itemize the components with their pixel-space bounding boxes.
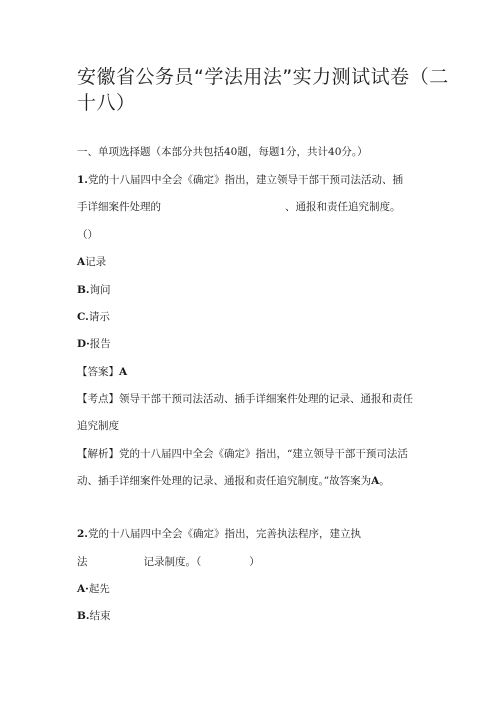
question-1-paren: （） xyxy=(77,229,98,241)
option-text: 请示 xyxy=(88,311,110,323)
option-key: A xyxy=(77,256,86,268)
question-2-option-b xyxy=(77,608,111,623)
analysis-text: 党的十八届四中全会《确定》指出，“建立领导干部干预司法活 xyxy=(119,448,408,460)
option-key: B. xyxy=(77,284,90,296)
question-1-option-b xyxy=(77,282,111,297)
question-1-point-line-1 xyxy=(77,391,413,406)
question-2-stem-part-1: 法 xyxy=(77,556,88,568)
question-1-stem-text: 党的十八届四中全会《确定》指出，建立领导干部干预司法活动、插 xyxy=(87,174,403,186)
option-key: A· xyxy=(77,583,89,595)
question-2-stem-part-2: 记录制度。（ xyxy=(143,556,202,568)
point-text: 领导干部干预司法活动、插手详细案件处理的记录、通报和责任 xyxy=(119,393,413,405)
question-1-stem-part-1: 手详细案件处理的 xyxy=(77,201,161,213)
analysis-text: 动、插手详细案件处理的记录、通报和责任追究制度。”故答案为 xyxy=(77,475,372,487)
question-1-stem-part-2: 、通报和责任追究制度。 xyxy=(285,201,401,213)
answer-value: A xyxy=(119,366,128,378)
question-2-number: 2. xyxy=(77,528,88,540)
document-title-line-2: 十八） xyxy=(77,92,136,114)
question-1-option-d xyxy=(77,336,111,351)
option-key: C. xyxy=(77,311,89,323)
question-1-number: 1. xyxy=(77,174,88,186)
answer-label: 【答案】 xyxy=(77,366,119,378)
question-1-analysis-line-1 xyxy=(77,446,408,461)
analysis-answer: A xyxy=(371,475,380,487)
question-1-stem-line-1 xyxy=(77,172,403,187)
option-text: 报告 xyxy=(89,338,111,350)
question-1-stem-line-2 xyxy=(77,199,401,214)
option-text: 记录 xyxy=(85,256,107,268)
question-2-stem-part-3: ） xyxy=(249,556,260,568)
option-text: 询问 xyxy=(89,284,111,296)
analysis-label: 【解析】 xyxy=(77,448,119,460)
question-1-answer xyxy=(77,364,127,379)
document-title-line-1: 安徽省公务员“学法用法”实力测试试卷（二 xyxy=(77,66,449,88)
question-2-option-a xyxy=(77,581,110,596)
question-2-stem-text: 党的十八届四中全会《确定》指出，完善执法程序，建立执 xyxy=(87,528,361,540)
option-text: 结束 xyxy=(89,610,111,622)
question-1-option-a xyxy=(77,254,106,269)
point-label: 【考点】 xyxy=(77,393,119,405)
question-1-point-line-2: 追究制度 xyxy=(77,420,119,432)
question-2-stem-line-2 xyxy=(77,554,260,569)
section-heading: 一、单项选择题（本部分共包括40题，每题1分，共计40分。） xyxy=(77,146,368,158)
question-2-stem-line-1 xyxy=(77,526,361,541)
option-key: B. xyxy=(77,610,90,622)
option-key: D· xyxy=(77,338,90,350)
option-text: 起先 xyxy=(88,583,110,595)
analysis-period: 。 xyxy=(379,475,390,487)
question-1-option-c xyxy=(77,309,110,324)
question-1-analysis-line-2 xyxy=(77,473,390,488)
